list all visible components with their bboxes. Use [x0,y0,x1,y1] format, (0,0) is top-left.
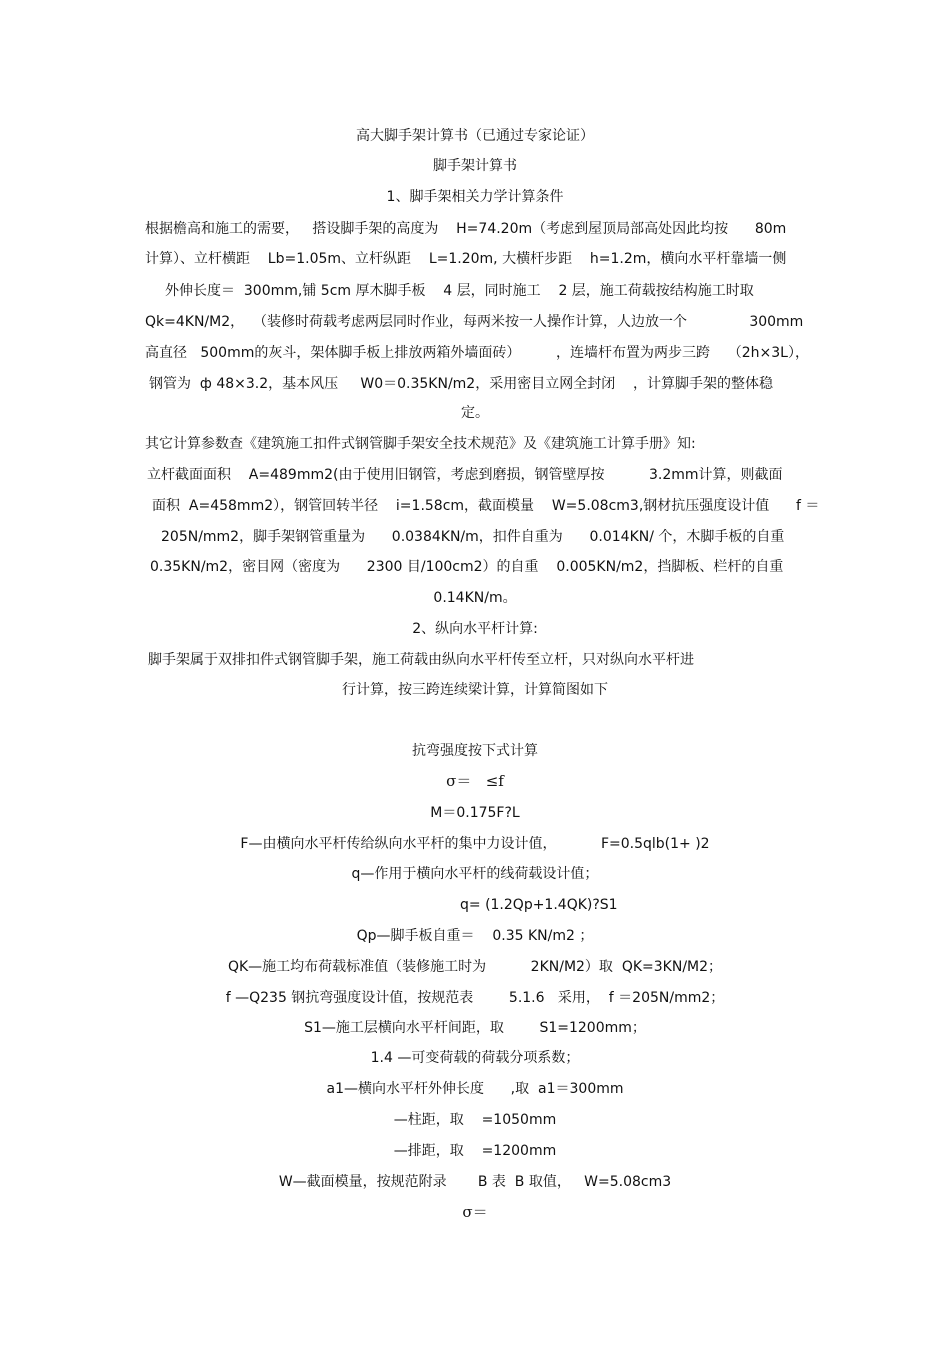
formula-sigma-result: σ＝ [462,1203,488,1221]
para2-line-5: 0.35KN/m2，密目网（密度为 2300 目/100cm2）的自重 0.005KN/m2，挡脚板、栏杆的自重 [150,559,784,575]
formula-def-S1: S1—施工层横向水平杆间距，取 S1=1200mm； [304,1020,646,1036]
formula-q: q= (1.2Qp+1.4QK)?S1 [460,897,618,913]
document-title: 高大脚手架计算书（已通过专家论证） [356,128,594,144]
para3-line-1: 脚手架属于双排扣件式钢管脚手架，施工荷载由纵向水平杆传至立杆，只对纵向水平杆进 [148,652,694,668]
formula-def-q: q—作用于横向水平杆的线荷载设计值； [351,866,599,882]
formula-def-F: F—由横向水平杆传给纵向水平杆的集中力设计值， F=0.5qlb(1+ )2 [240,836,710,852]
formula-def-W: W—截面模量，按规范附录 B 表 B 取值， W=5.08cm3 [278,1174,672,1190]
formula-def-factor: 1.4 —可变荷载的荷载分项系数； [370,1050,580,1066]
para1-line-3: 外伸长度＝ 300mm,铺 5cm 厚木脚手板 4 层，同时施工 2 层，施工荷载按结构施工时取 [165,283,754,299]
formula-def-row-spacing: —排距，取 =1200mm [393,1143,557,1159]
para1-line-2: 计算）、立杆横距 Lb=1.05m、立杆纵距 L=1.20m, 大横杆步距 h=1.2m，横向水平杆靠墙一侧 [145,251,787,267]
para2-line-1: 其它计算参数查《建筑施工扣件式钢管脚手架安全技术规范》及《建筑施工计算手册》知: [145,436,696,452]
document-subtitle: 脚手架计算书 [433,158,517,174]
para2-line-2: 立杆截面面积 A=489mm2(由于使用旧钢管，考虑到磨损，钢管壁厚按 3.2mm计算，则截面 [147,467,783,483]
formula-def-column-spacing: —柱距，取 =1050mm [393,1112,557,1128]
para1-line-1: 根据檐高和施工的需要， 搭设脚手架的高度为 H=74.20m（考虑到屋顶局部高处因此均按 80m [145,221,787,237]
formula-def-Qp: Qp—脚手板自重＝ 0.35 KN/m2 ； [356,928,594,944]
para2-line-6: 0.14KN/m。 [433,590,517,606]
para1-line-4: Qk=4KN/M2， （装修时荷载考虑两层同时作业，每两米按一人操作计算，人边放一个 300mm [145,314,804,330]
section-2-heading: 2、纵向水平杆计算: [412,621,538,637]
para1-line-6: 钢管为 ф 48×3.2，基本风压 W0＝0.35KN/m2，采用密目立网全封闭 ，计算脚手架的整体稳 [149,376,774,392]
formula-intro: 抗弯强度按下式计算 [412,743,538,759]
formula-def-QK: QK—施工均布荷载标准值（装修施工时为 2KN/M2）取 QK=3KN/M2； [227,959,723,975]
formula-def-a1: a1—横向水平杆外伸长度 ,取 a1＝300mm [326,1081,624,1097]
para2-line-3: 面积 A=458mm2），钢管回转半径 i=1.58cm，截面模量 W=5.08cm3,钢材抗压强度设计值 f ＝ [152,498,820,514]
para3-line-2: 行计算，按三跨连续梁计算，计算简图如下 [342,682,608,698]
para2-line-4: 205N/mm2，脚手架钢管重量为 0.0384KN/m，扣件自重为 0.014KN/ 个，木脚手板的自重 [161,529,785,545]
section-1-heading: 1、脚手架相关力学计算条件 [386,189,564,205]
formula-def-f: f —Q235 钢抗弯强度设计值，按规范表 5.1.6 采用， f ＝205N/mm2； [225,990,725,1006]
para1-line-5: 高直径 500mm的灰斗，架体脚手板上排放两箱外墙面砖） ，连墙杆布置为两步三跨 （2h×3L）， [145,345,809,361]
formula-moment: M＝0.175F?L [430,805,520,821]
formula-sigma: σ＝ ≤f [446,772,504,790]
para1-line-7: 定。 [461,405,489,421]
